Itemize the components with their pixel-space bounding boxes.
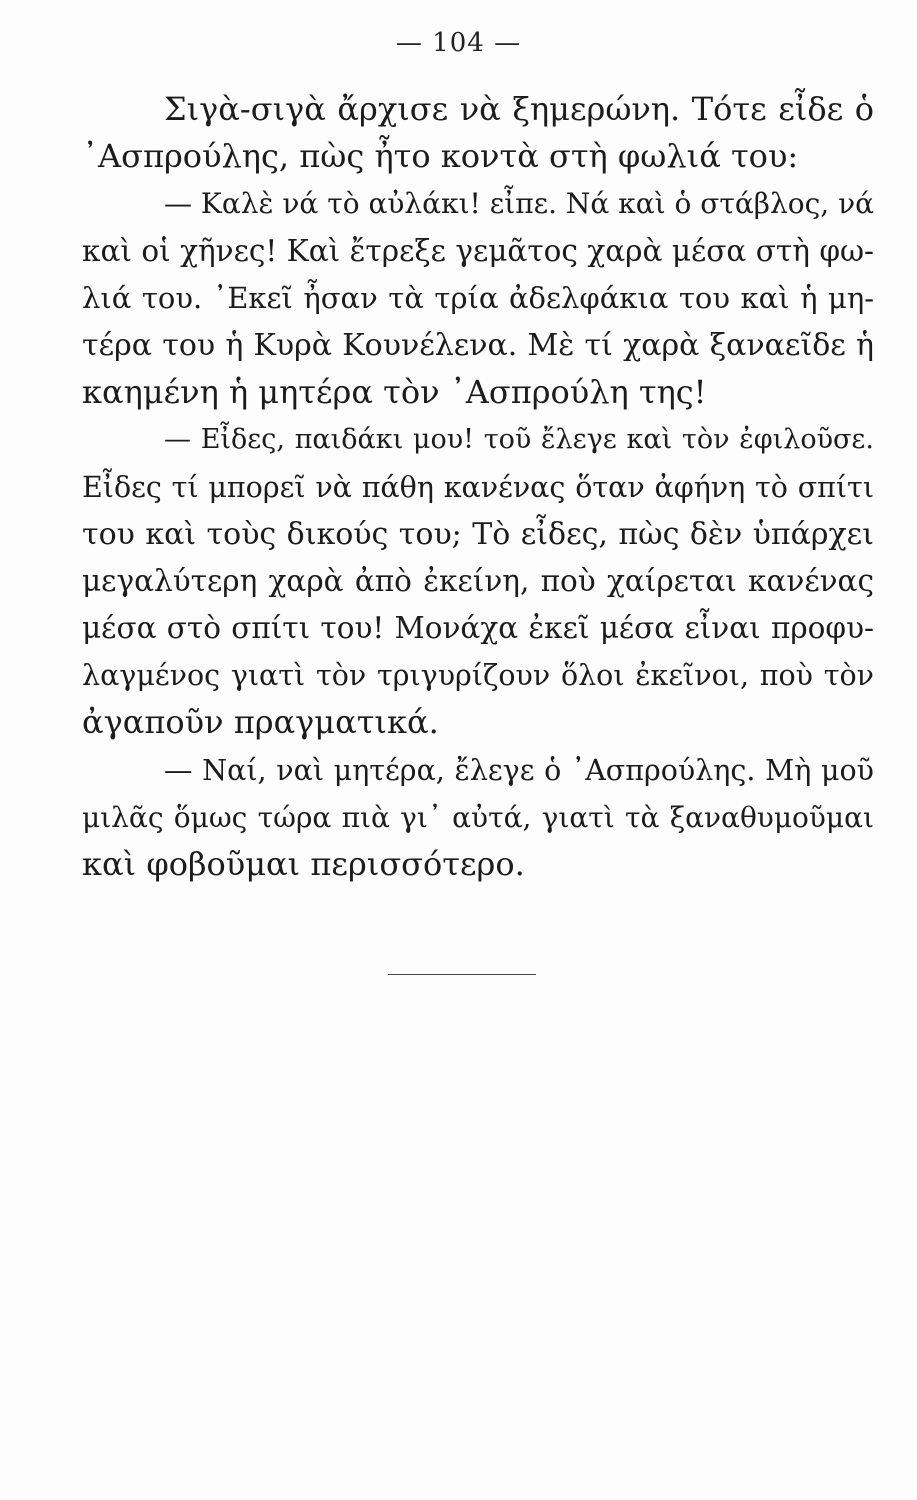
text-line: λαγμένος γιατὶ τὸν τριγυρίζουν ὅλοι ἐκεῖνοι, ποὺ τὸν <box>82 659 874 693</box>
text-line: ἀγαποῦν πραγματικά. <box>82 703 439 742</box>
text-line: Σιγὰ-σιγὰ ἄρχισε νὰ ξημερώνη. Τότε εἶδε ὁ <box>164 90 874 128</box>
text-line: καὶ φοβοῦμαι περισσότερο. <box>82 845 525 883</box>
text-line: τέρα του ἡ Κυρὰ Κουνέλενα. Μὲ τί χαρὰ ξαναεῖδε ἡ <box>82 327 874 363</box>
text-line: λιά του. ᾿Εκεῖ ἦσαν τὰ τρία ἀδελφάκια του καὶ ἡ μη- <box>82 280 874 315</box>
text-line: — Εἶδες, παιδάκι μου! τοῦ ἔλεγε καὶ τὸν ἐφιλοῦσε. <box>164 424 874 456</box>
body-text <box>82 86 874 888</box>
text-line: μέσα στὸ σπίτι του! Μονάχα ἐκεῖ μέσα εἶναι προφυ- <box>82 611 874 646</box>
text-line: καὶ οἱ χῆνες! Καὶ ἔτρεξε γεμᾶτος χαρὰ μέσα στὴ φω- <box>82 233 874 268</box>
text-line: καημένη ἡ μητέρα τὸν ᾿Ασπρούλη της! <box>82 373 707 412</box>
page-number: — 104 — <box>395 28 522 58</box>
section-divider <box>388 974 536 975</box>
text-line: ᾿Ασπρούλης, πὼς ἦτο κοντὰ στὴ φωλιά του: <box>82 137 799 176</box>
text-line: μιλᾶς ὅμως τώρα πιὰ γι᾿ αὐτά, γιατὶ τὰ ξαναθυμοῦμαι <box>82 800 874 834</box>
text-line: του καὶ τοὺς δικούς του; Τὸ εἶδες, πὼς δὲν ὑπάρχει <box>82 516 874 552</box>
text-line: — Καλὲ νά τὸ αὐλάκι! εἶπε. Νά καὶ ὁ στάβλος, νά <box>164 187 874 221</box>
text-line: — Ναί, ναὶ μητέρα, ἔλεγε ὁ ᾿Ασπρούλης. Μὴ μοῦ <box>164 753 874 787</box>
text-line: μεγαλύτερη χαρὰ ἀπὸ ἐκείνη, ποὺ χαίρεται κανένας <box>82 563 874 598</box>
text-line: Εἶδες τί μπορεῖ νὰ πάθη κανένας ὅταν ἀφήνη τὸ σπίτι <box>82 470 874 504</box>
